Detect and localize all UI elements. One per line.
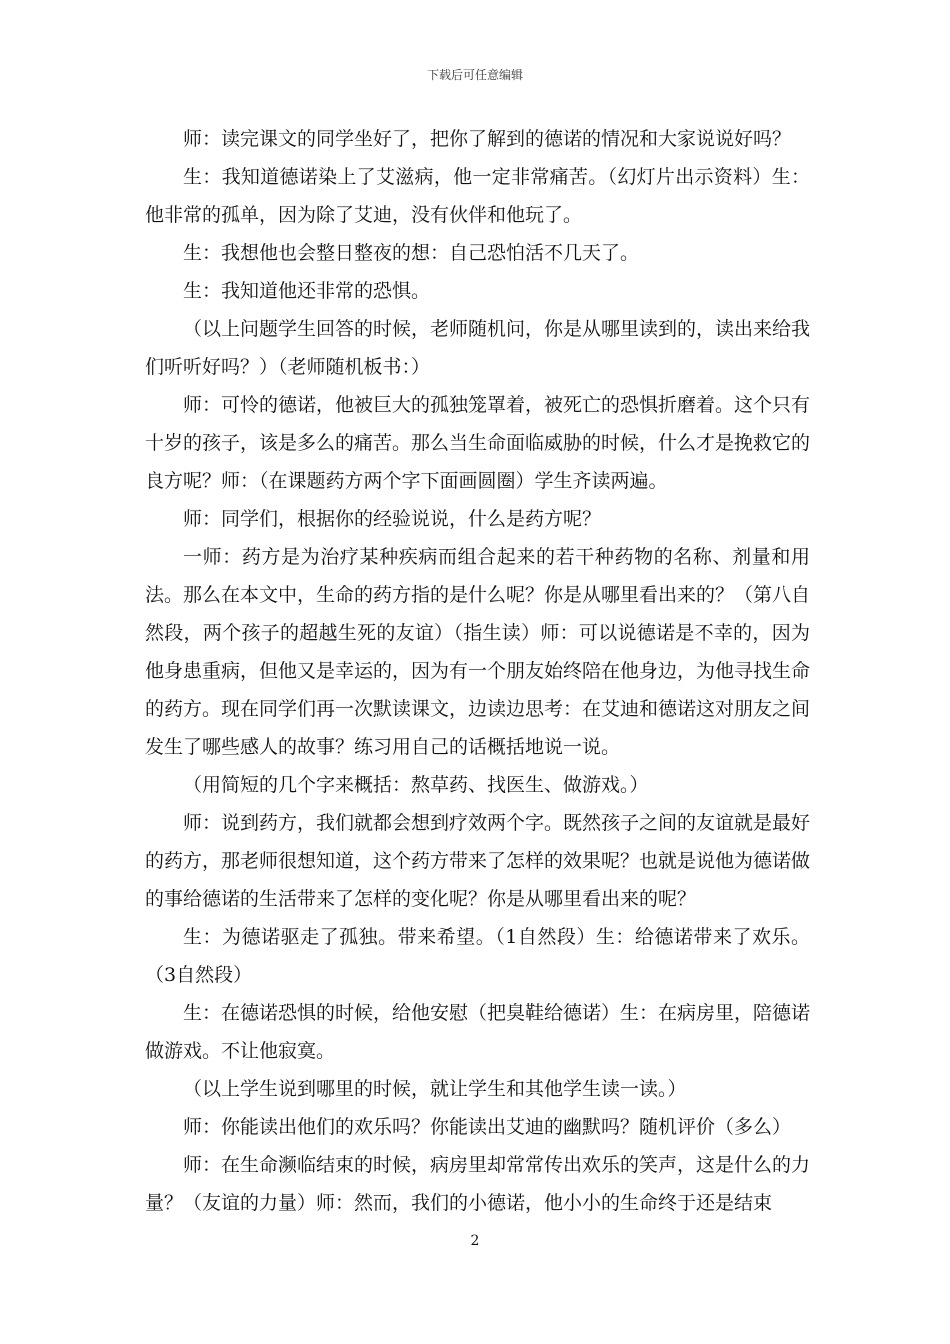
paragraph: 师：可怜的德诺，他被巨大的孤独笼罩着，被死亡的恐惧折磨着。这个只有十岁的孩子，该是多么的痛苦。那么当生命面临威胁的时候，什么才是挽救它的良方呢？师：（在课题药方两个字下面画圆圈）学生齐读两遍。 bbox=[145, 394, 811, 492]
paragraph: 师：在生命濒临结束的时候，病房里却常常传出欢乐的笑声，这是什么的力量？（友谊的力量）师：然而，我们的小德诺，他小小的生命终于还是结束 bbox=[145, 1154, 811, 1214]
paragraph: 生：我想他也会整日整夜的想：自己恐怕活不几天了。 bbox=[183, 242, 640, 264]
page-header: 下载后可任意编辑 bbox=[426, 68, 523, 82]
paragraph: 师：你能读出他们的欢乐吗？你能读出艾迪的幽默吗？随机评价（多么） bbox=[183, 1116, 792, 1138]
page-number: 2 bbox=[470, 1233, 480, 1249]
paragraph: 生：在德诺恐惧的时候，给他安慰（把臭鞋给德诺）生：在病房里，陪德诺做游戏。不让他寂寞。 bbox=[145, 1002, 811, 1062]
paragraph: （以上问题学生回答的时候，老师随机问，你是从哪里读到的，读出来给我们听听好吗？）（老师随机板书：） bbox=[145, 318, 811, 378]
paragraph: 一师：药方是为治疗某种疾病而组合起来的若干种药物的名称、剂量和用法。那么在本文中，生命的药方指的是什么呢？你是从哪里看出来的？（第八自然段，两个孩子的超越生死的友谊）（指生读）师：可以说德诺是不幸的，因为他身患重病，但他又是幸运的，因为有一个朋友始终陪在他身边，为他寻找生命的药方。现在同学们再一次默读课文，边读边思考：在艾迪和德诺这对朋友之间发生了哪些感人的故事？练习用自己的话概括地说一说。 bbox=[145, 546, 811, 758]
paragraph: （以上学生说到哪里的时候，就让学生和其他学生读一读。） bbox=[183, 1078, 687, 1100]
paragraph: 生：为德诺驱走了孤独。带来希望。（1自然段）生：给德诺带来了欢乐。（3自然段） bbox=[145, 926, 810, 986]
paragraph: 生：我知道他还非常的恐惧。 bbox=[183, 280, 431, 302]
paragraph: 师：读完课文的同学坐好了，把你了解到的德诺的情况和大家说说好吗？ bbox=[183, 128, 792, 150]
body-text bbox=[145, 120, 810, 1222]
paragraph: 师：同学们，根据你的经验说说，什么是药方呢？ bbox=[183, 508, 602, 530]
paragraph: 师：说到药方，我们就都会想到疗效两个字。既然孩子之间的友谊就是最好的药方，那老师很想知道，这个药方带来了怎样的效果呢？也就是说他为德诺做的事给德诺的生活带来了怎样的变化呢？你是从哪里看出来的呢？ bbox=[145, 812, 811, 910]
paragraph: （用简短的几个字来概括：熬草药、找医生、做游戏。） bbox=[183, 774, 649, 796]
paragraph: 生：我知道德诺染上了艾滋病，他一定非常痛苦。（幻灯片出示资料）生：他非常的孤单，因为除了艾迪，没有伙伴和他玩了。 bbox=[145, 166, 810, 226]
